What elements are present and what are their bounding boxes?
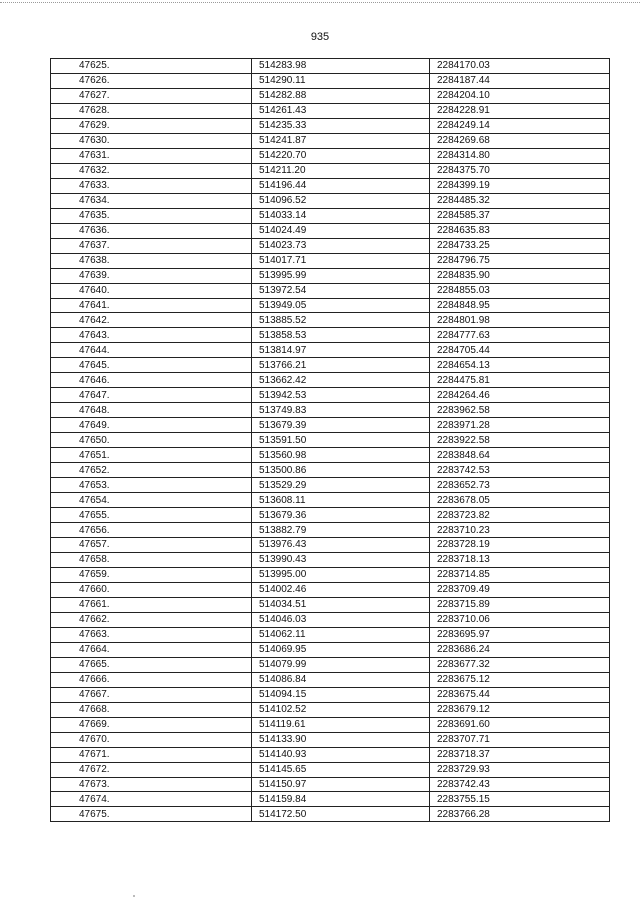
- table-row: [51, 418, 610, 433]
- table-row: [51, 133, 610, 148]
- y-coordinate-cell: 2284399.19: [430, 178, 610, 193]
- y-coordinate-cell: 2284170.03: [430, 59, 610, 74]
- table-row: [51, 403, 610, 418]
- x-coordinate-cell: 514235.33: [252, 118, 430, 133]
- table-row: [51, 59, 610, 74]
- table-row: [51, 717, 610, 732]
- y-coordinate-cell: 2283971.28: [430, 418, 610, 433]
- y-coordinate-cell: 2283755.15: [430, 792, 610, 807]
- point-number-cell: 47635.: [51, 208, 252, 223]
- y-coordinate-cell: 2284204.10: [430, 88, 610, 103]
- table-row: [51, 298, 610, 313]
- table-row: [51, 702, 610, 717]
- point-number-cell: 47645.: [51, 358, 252, 373]
- x-coordinate-cell: 513560.98: [252, 448, 430, 463]
- y-coordinate-cell: 2284733.25: [430, 238, 610, 253]
- point-number-cell: 47631.: [51, 148, 252, 163]
- point-number-cell: 47637.: [51, 238, 252, 253]
- y-coordinate-cell: 2284635.83: [430, 223, 610, 238]
- y-coordinate-cell: 2283678.05: [430, 493, 610, 508]
- point-number-cell: 47658.: [51, 552, 252, 567]
- y-coordinate-cell: 2283714.85: [430, 567, 610, 582]
- y-coordinate-cell: 2283848.64: [430, 448, 610, 463]
- table-row: [51, 463, 610, 478]
- table-row: [51, 253, 610, 268]
- table-row: [51, 538, 610, 553]
- x-coordinate-cell: 514282.88: [252, 88, 430, 103]
- point-number-cell: 47668.: [51, 702, 252, 717]
- table-row: [51, 208, 610, 223]
- point-number-cell: 47648.: [51, 403, 252, 418]
- table-body: [51, 59, 610, 822]
- page-number: 935: [310, 31, 330, 43]
- y-coordinate-cell: 2284848.95: [430, 298, 610, 313]
- x-coordinate-cell: 514261.43: [252, 103, 430, 118]
- x-coordinate-cell: 513995.99: [252, 268, 430, 283]
- table-row: [51, 597, 610, 612]
- point-number-cell: 47662.: [51, 612, 252, 627]
- table-row: [51, 328, 610, 343]
- point-number-cell: 47655.: [51, 508, 252, 523]
- x-coordinate-cell: 514033.14: [252, 208, 430, 223]
- y-coordinate-cell: 2283766.28: [430, 807, 610, 822]
- x-coordinate-cell: 514094.15: [252, 687, 430, 702]
- table-row: [51, 552, 610, 567]
- table-row: [51, 508, 610, 523]
- x-coordinate-cell: 513995.00: [252, 567, 430, 582]
- y-coordinate-cell: 2283710.06: [430, 612, 610, 627]
- point-number-cell: 47665.: [51, 657, 252, 672]
- y-coordinate-cell: 2283742.43: [430, 777, 610, 792]
- x-coordinate-cell: 514046.03: [252, 612, 430, 627]
- coordinates-table: [50, 58, 610, 822]
- y-coordinate-cell: 2284249.14: [430, 118, 610, 133]
- table-row: [51, 627, 610, 642]
- x-coordinate-cell: 514150.97: [252, 777, 430, 792]
- y-coordinate-cell: 2284375.70: [430, 163, 610, 178]
- point-number-cell: 47638.: [51, 253, 252, 268]
- y-coordinate-cell: 2283686.24: [430, 642, 610, 657]
- x-coordinate-cell: 513814.97: [252, 343, 430, 358]
- y-coordinate-cell: 2283922.58: [430, 433, 610, 448]
- x-coordinate-cell: 514133.90: [252, 732, 430, 747]
- table-row: [51, 732, 610, 747]
- y-coordinate-cell: 2284485.32: [430, 193, 610, 208]
- table-row: [51, 448, 610, 463]
- point-number-cell: 47636.: [51, 223, 252, 238]
- x-coordinate-cell: 514069.95: [252, 642, 430, 657]
- point-number-cell: 47667.: [51, 687, 252, 702]
- table-row: [51, 582, 610, 597]
- table-row: [51, 343, 610, 358]
- x-coordinate-cell: 513882.79: [252, 523, 430, 538]
- table-row: [51, 283, 610, 298]
- table-row: [51, 807, 610, 822]
- table-row: [51, 313, 610, 328]
- point-number-cell: 47626.: [51, 73, 252, 88]
- x-coordinate-cell: 514079.99: [252, 657, 430, 672]
- x-coordinate-cell: 513608.11: [252, 493, 430, 508]
- y-coordinate-cell: 2284777.63: [430, 328, 610, 343]
- x-coordinate-cell: 514102.52: [252, 702, 430, 717]
- point-number-cell: 47634.: [51, 193, 252, 208]
- y-coordinate-cell: 2283728.19: [430, 538, 610, 553]
- y-coordinate-cell: 2284269.68: [430, 133, 610, 148]
- y-coordinate-cell: 2283675.44: [430, 687, 610, 702]
- point-number-cell: 47650.: [51, 433, 252, 448]
- point-number-cell: 47633.: [51, 178, 252, 193]
- point-number-cell: 47651.: [51, 448, 252, 463]
- y-coordinate-cell: 2284264.46: [430, 388, 610, 403]
- table-row: [51, 73, 610, 88]
- y-coordinate-cell: 2284475.81: [430, 373, 610, 388]
- y-coordinate-cell: 2283675.12: [430, 672, 610, 687]
- table-row: [51, 88, 610, 103]
- table-row: [51, 493, 610, 508]
- x-coordinate-cell: 514241.87: [252, 133, 430, 148]
- point-number-cell: 47627.: [51, 88, 252, 103]
- point-number-cell: 47641.: [51, 298, 252, 313]
- x-coordinate-cell: 514002.46: [252, 582, 430, 597]
- table-row: [51, 193, 610, 208]
- y-coordinate-cell: 2284801.98: [430, 313, 610, 328]
- x-coordinate-cell: 514086.84: [252, 672, 430, 687]
- y-coordinate-cell: 2283718.37: [430, 747, 610, 762]
- y-coordinate-cell: 2284228.91: [430, 103, 610, 118]
- point-number-cell: 47656.: [51, 523, 252, 538]
- x-coordinate-cell: 514159.84: [252, 792, 430, 807]
- point-number-cell: 47652.: [51, 463, 252, 478]
- x-coordinate-cell: 514096.52: [252, 193, 430, 208]
- x-coordinate-cell: 514220.70: [252, 148, 430, 163]
- point-number-cell: 47640.: [51, 283, 252, 298]
- table-row: [51, 268, 610, 283]
- table-row: [51, 523, 610, 538]
- point-number-cell: 47660.: [51, 582, 252, 597]
- x-coordinate-cell: 514024.49: [252, 223, 430, 238]
- x-coordinate-cell: 513858.53: [252, 328, 430, 343]
- point-number-cell: 47629.: [51, 118, 252, 133]
- point-number-cell: 47674.: [51, 792, 252, 807]
- y-coordinate-cell: 2284187.44: [430, 73, 610, 88]
- x-coordinate-cell: 514017.71: [252, 253, 430, 268]
- x-coordinate-cell: 514290.11: [252, 73, 430, 88]
- point-number-cell: 47625.: [51, 59, 252, 74]
- y-coordinate-cell: 2284835.90: [430, 268, 610, 283]
- x-coordinate-cell: 513942.53: [252, 388, 430, 403]
- table-row: [51, 672, 610, 687]
- point-number-cell: 47644.: [51, 343, 252, 358]
- point-number-cell: 47654.: [51, 493, 252, 508]
- y-coordinate-cell: 2284705.44: [430, 343, 610, 358]
- point-number-cell: 47669.: [51, 717, 252, 732]
- table-row: [51, 163, 610, 178]
- y-coordinate-cell: 2283677.32: [430, 657, 610, 672]
- x-coordinate-cell: 513949.05: [252, 298, 430, 313]
- x-coordinate-cell: 513529.29: [252, 478, 430, 493]
- y-coordinate-cell: 2283729.93: [430, 762, 610, 777]
- point-number-cell: 47646.: [51, 373, 252, 388]
- point-number-cell: 47647.: [51, 388, 252, 403]
- y-coordinate-cell: 2283710.23: [430, 523, 610, 538]
- y-coordinate-cell: 2283742.53: [430, 463, 610, 478]
- point-number-cell: 47657.: [51, 538, 252, 553]
- x-coordinate-cell: 513990.43: [252, 552, 430, 567]
- point-number-cell: 47628.: [51, 103, 252, 118]
- y-coordinate-cell: 2283707.71: [430, 732, 610, 747]
- x-coordinate-cell: 514062.11: [252, 627, 430, 642]
- x-coordinate-cell: 514119.61: [252, 717, 430, 732]
- x-coordinate-cell: 513679.39: [252, 418, 430, 433]
- y-coordinate-cell: 2283652.73: [430, 478, 610, 493]
- point-number-cell: 47639.: [51, 268, 252, 283]
- table-row: [51, 478, 610, 493]
- table-row: [51, 642, 610, 657]
- x-coordinate-cell: 514172.50: [252, 807, 430, 822]
- table-row: [51, 567, 610, 582]
- point-number-cell: 47632.: [51, 163, 252, 178]
- table-row: [51, 223, 610, 238]
- table-row: [51, 433, 610, 448]
- scan-speck: [133, 895, 135, 897]
- table-row: [51, 118, 610, 133]
- y-coordinate-cell: 2284855.03: [430, 283, 610, 298]
- point-number-cell: 47663.: [51, 627, 252, 642]
- x-coordinate-cell: 514196.44: [252, 178, 430, 193]
- table-row: [51, 777, 610, 792]
- point-number-cell: 47643.: [51, 328, 252, 343]
- table-row: [51, 687, 610, 702]
- y-coordinate-cell: 2283709.49: [430, 582, 610, 597]
- table-row: [51, 178, 610, 193]
- table-row: [51, 373, 610, 388]
- table-row: [51, 388, 610, 403]
- point-number-cell: 47670.: [51, 732, 252, 747]
- table-row: [51, 238, 610, 253]
- point-number-cell: 47649.: [51, 418, 252, 433]
- y-coordinate-cell: 2283718.13: [430, 552, 610, 567]
- y-coordinate-cell: 2283691.60: [430, 717, 610, 732]
- point-number-cell: 47664.: [51, 642, 252, 657]
- x-coordinate-cell: 514034.51: [252, 597, 430, 612]
- x-coordinate-cell: 513766.21: [252, 358, 430, 373]
- y-coordinate-cell: 2283695.97: [430, 627, 610, 642]
- x-coordinate-cell: 513591.50: [252, 433, 430, 448]
- point-number-cell: 47659.: [51, 567, 252, 582]
- x-coordinate-cell: 513679.36: [252, 508, 430, 523]
- table-row: [51, 612, 610, 627]
- point-number-cell: 47671.: [51, 747, 252, 762]
- table-row: [51, 103, 610, 118]
- x-coordinate-cell: 513662.42: [252, 373, 430, 388]
- point-number-cell: 47642.: [51, 313, 252, 328]
- point-number-cell: 47675.: [51, 807, 252, 822]
- x-coordinate-cell: 514145.65: [252, 762, 430, 777]
- y-coordinate-cell: 2284585.37: [430, 208, 610, 223]
- x-coordinate-cell: 513885.52: [252, 313, 430, 328]
- point-number-cell: 47666.: [51, 672, 252, 687]
- y-coordinate-cell: 2283962.58: [430, 403, 610, 418]
- y-coordinate-cell: 2283715.89: [430, 597, 610, 612]
- x-coordinate-cell: 513749.83: [252, 403, 430, 418]
- table-row: [51, 762, 610, 777]
- y-coordinate-cell: 2283723.82: [430, 508, 610, 523]
- point-number-cell: 47673.: [51, 777, 252, 792]
- top-rule: [0, 2, 640, 3]
- y-coordinate-cell: 2284314.80: [430, 148, 610, 163]
- point-number-cell: 47661.: [51, 597, 252, 612]
- table-row: [51, 792, 610, 807]
- table-row: [51, 148, 610, 163]
- y-coordinate-cell: 2284654.13: [430, 358, 610, 373]
- x-coordinate-cell: 513500.86: [252, 463, 430, 478]
- x-coordinate-cell: 514211.20: [252, 163, 430, 178]
- y-coordinate-cell: 2284796.75: [430, 253, 610, 268]
- x-coordinate-cell: 513976.43: [252, 538, 430, 553]
- x-coordinate-cell: 514140.93: [252, 747, 430, 762]
- x-coordinate-cell: 513972.54: [252, 283, 430, 298]
- point-number-cell: 47672.: [51, 762, 252, 777]
- point-number-cell: 47630.: [51, 133, 252, 148]
- x-coordinate-cell: 514023.73: [252, 238, 430, 253]
- table-row: [51, 657, 610, 672]
- table-row: [51, 358, 610, 373]
- y-coordinate-cell: 2283679.12: [430, 702, 610, 717]
- table-row: [51, 747, 610, 762]
- x-coordinate-cell: 514283.98: [252, 59, 430, 74]
- point-number-cell: 47653.: [51, 478, 252, 493]
